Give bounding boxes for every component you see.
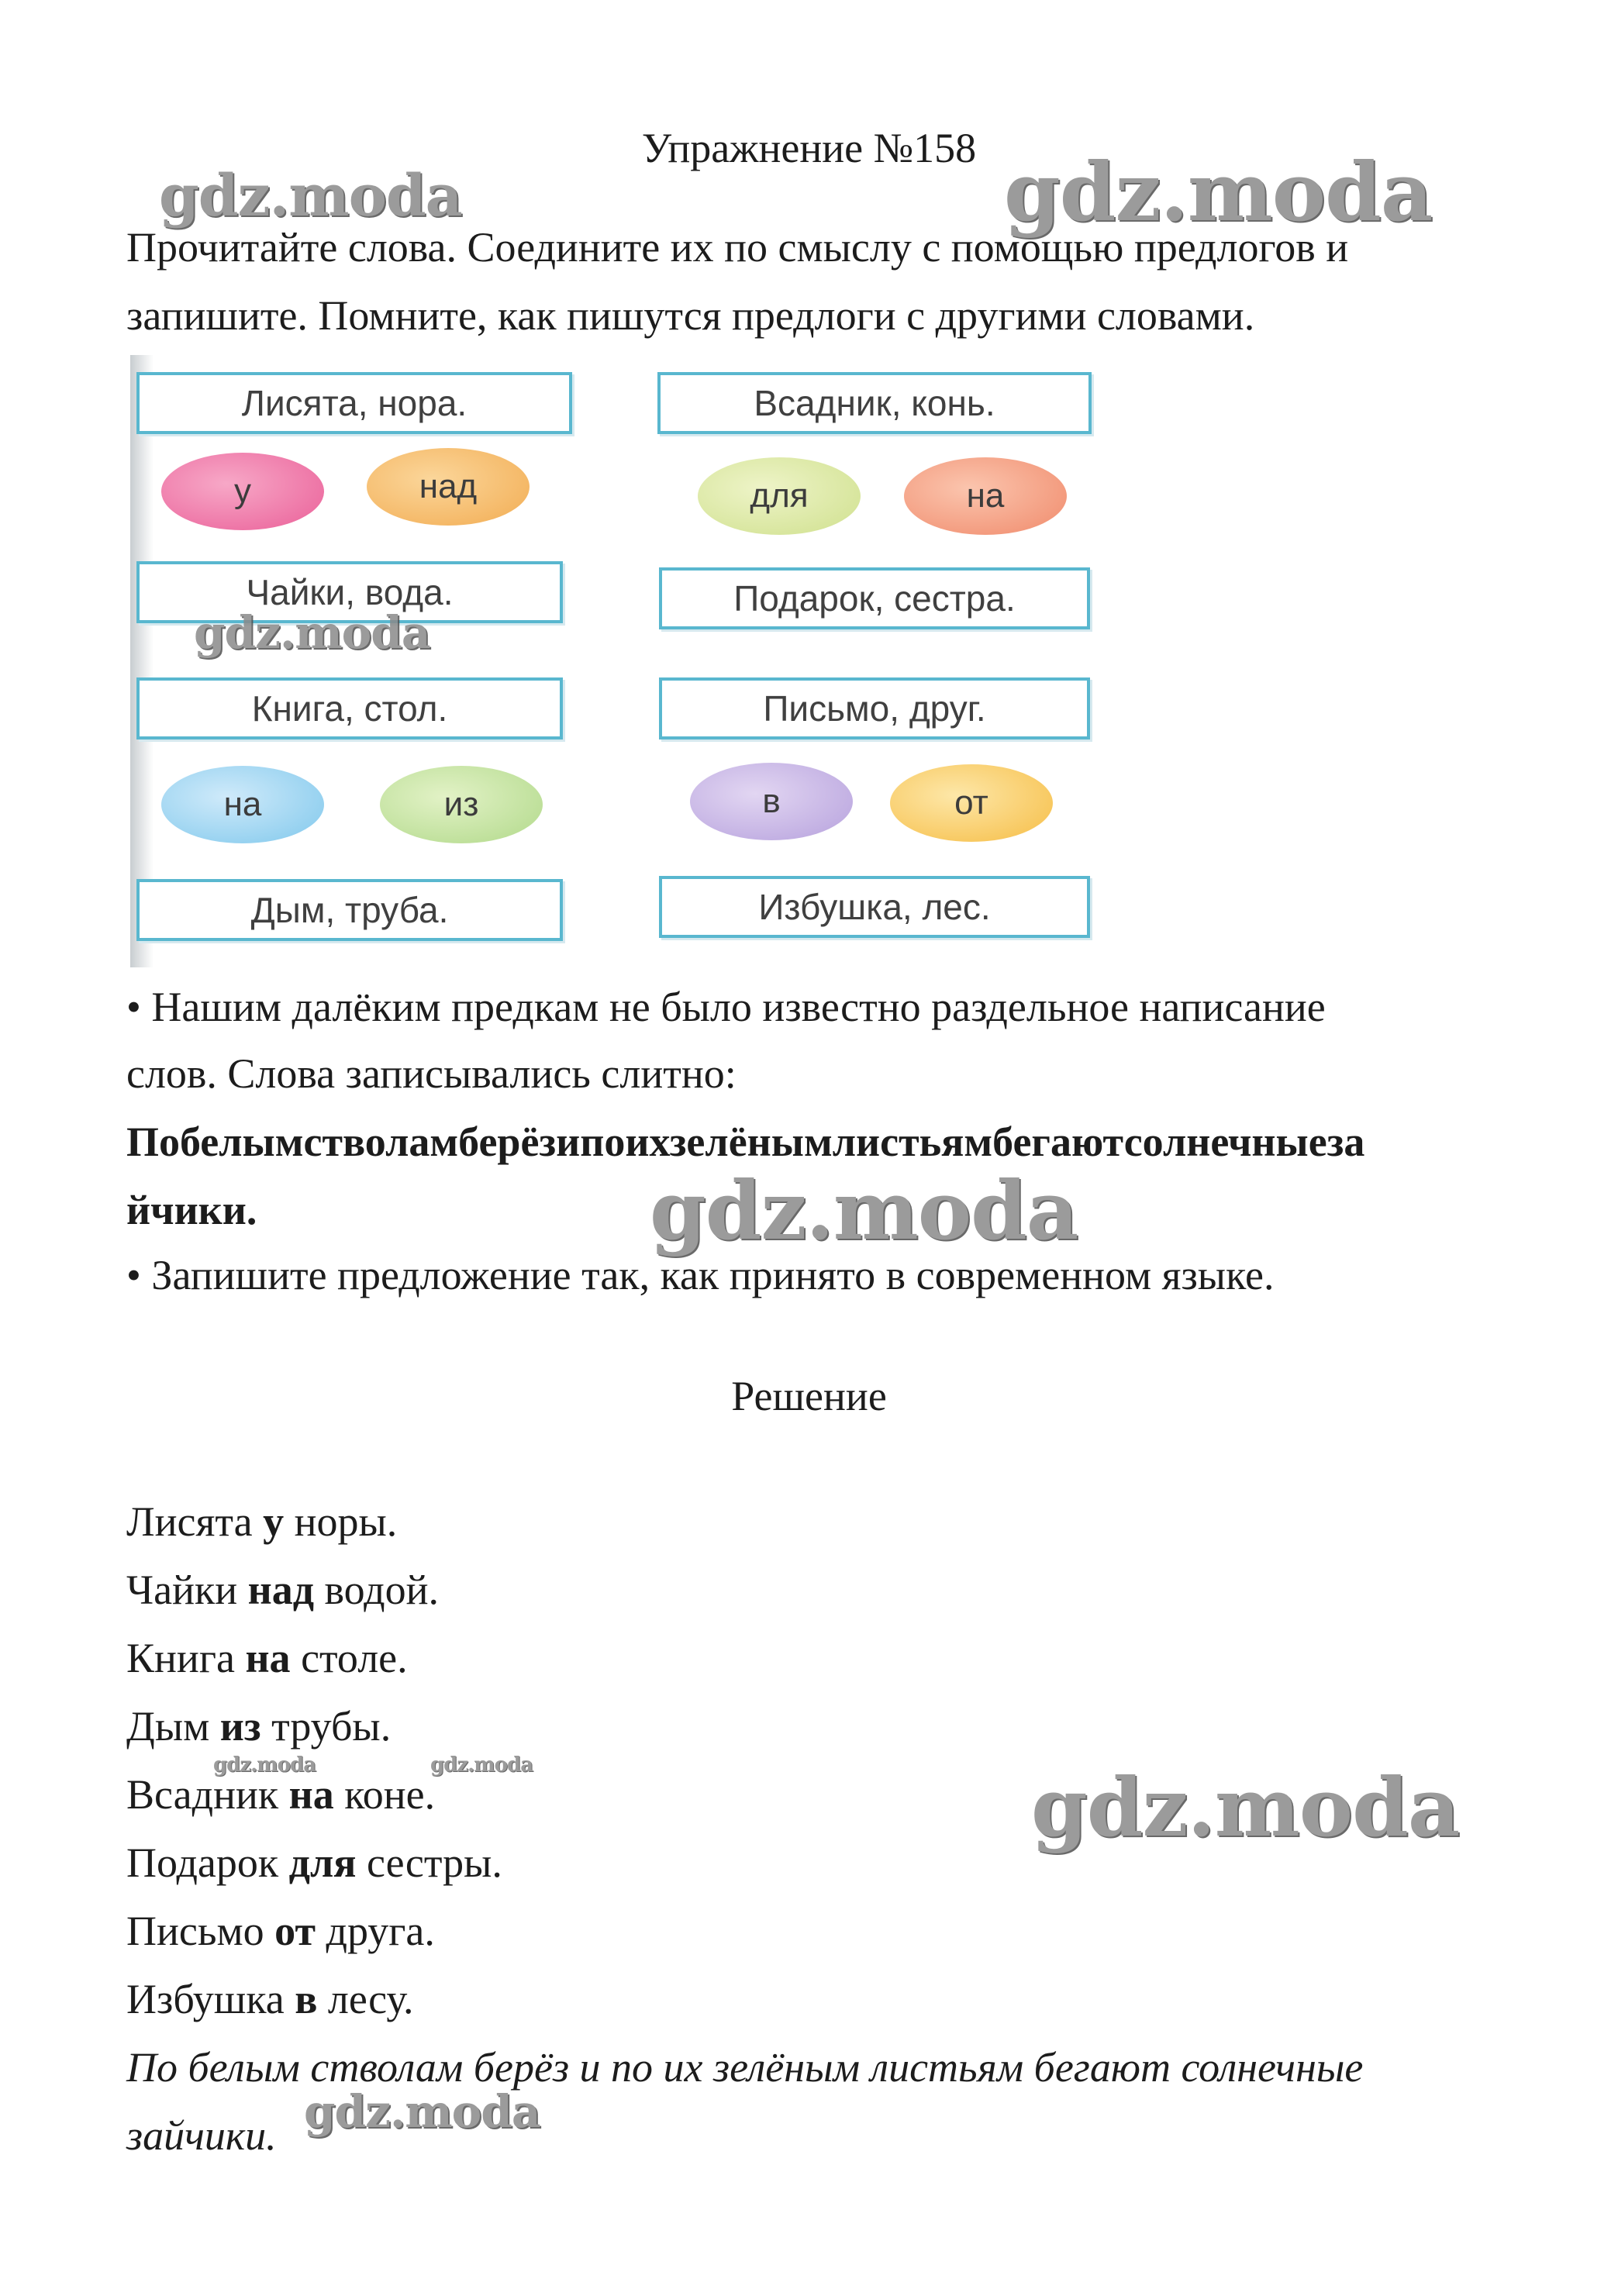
final-sentence-line-2: зайчики. <box>126 2112 277 2159</box>
answer-text: Подарок <box>126 1839 289 1886</box>
word-box-left-4: Дым, труба. <box>136 879 563 941</box>
answer-text: лесу. <box>317 1976 414 2022</box>
word-box-left-3: Книга, стол. <box>136 677 563 739</box>
answer-preposition: у <box>263 1498 285 1545</box>
watermark: gdz.moda <box>1031 1760 1460 1855</box>
answer-preposition: из <box>219 1703 261 1750</box>
answer-line-7 <box>126 1907 435 1955</box>
task-line-1: Прочитайте слова. Соедините их по смыслу с помощью предлогов и <box>126 224 1349 271</box>
answer-text: Книга <box>126 1635 246 1681</box>
answer-text: Дым <box>126 1703 220 1750</box>
answer-text: Всадник <box>126 1771 289 1818</box>
answer-text: Чайки <box>126 1567 248 1613</box>
answer-text: Лисята <box>126 1498 264 1545</box>
word-box-right-1: Всадник, конь. <box>657 372 1092 434</box>
answer-text: водой. <box>314 1567 439 1613</box>
word-box-right-3: Письмо, друг. <box>659 677 1090 739</box>
final-sentence-line-1: По белым стволам берёз и по их зелёным листьям бегают солнечные <box>126 2044 1364 2091</box>
answer-line-8 <box>126 1975 414 2023</box>
preposition-pill-left-1: у <box>161 453 324 530</box>
answer-text: норы. <box>284 1498 398 1545</box>
preposition-pill-left-3: на <box>161 766 324 843</box>
answer-line-2 <box>126 1566 439 1614</box>
preposition-pill-left-2: над <box>367 448 530 526</box>
preposition-pill-right-1: для <box>698 457 861 535</box>
word-box-left-2: Чайки, вода. <box>136 561 563 623</box>
preposition-pill-right-3: в <box>690 763 853 840</box>
answer-line-6 <box>126 1839 502 1887</box>
answer-text: трубы. <box>260 1703 392 1750</box>
word-box-right-2: Подарок, сестра. <box>659 567 1090 629</box>
preposition-pill-right-2: на <box>904 457 1067 535</box>
watermark: gdz.moda <box>213 1753 316 1777</box>
answer-text: Избушка <box>126 1976 295 2022</box>
answer-line-5 <box>126 1770 435 1819</box>
answer-text: столе. <box>290 1635 408 1681</box>
task-line-2: запишите. Помните, как пишутся предлоги с другими словами. <box>126 292 1255 339</box>
answer-line-1 <box>126 1498 397 1546</box>
answer-text: сестры. <box>356 1839 502 1886</box>
preposition-pill-left-4: из <box>380 766 543 843</box>
answer-preposition: в <box>295 1976 318 2022</box>
watermark: gdz.moda <box>159 163 462 229</box>
answer-preposition: над <box>247 1567 315 1613</box>
preposition-pill-right-4: от <box>890 764 1053 842</box>
watermark: gdz.moda <box>304 2085 540 2138</box>
word-box-left-1: Лисята, нора. <box>136 372 572 434</box>
solution-heading: Решение <box>731 1373 887 1419</box>
answer-preposition: для <box>288 1839 357 1886</box>
exercise-figure <box>130 355 1099 967</box>
word-box-right-4: Избушка, лес. <box>659 876 1090 938</box>
answer-line-4 <box>126 1702 391 1750</box>
page-title: Упражнение №158 <box>641 125 977 171</box>
watermark: gdz.moda <box>194 606 430 659</box>
joined-text-line-2: йчики. <box>126 1187 257 1233</box>
watermark: gdz.moda <box>1004 144 1433 240</box>
note-line-2: слов. Слова записывались слитно: <box>126 1050 737 1097</box>
answer-text: Письмо <box>126 1908 275 1954</box>
page-shadow <box>130 355 154 967</box>
note-line-1: • Нашим далёким предкам не было известно раздельное написание <box>126 984 1326 1030</box>
watermark: gdz.moda <box>650 1163 1078 1258</box>
answer-text: коне. <box>333 1771 436 1818</box>
answer-preposition: на <box>245 1635 291 1681</box>
watermark: gdz.moda <box>430 1753 533 1777</box>
answer-preposition: от <box>274 1908 316 1954</box>
note-line-3: • Запишите предложение так, как принято в современном языке. <box>126 1252 1275 1298</box>
joined-text-line-1: Побелымстволамберёзипоихзелёнымлистьямбегаютсолнечныеза <box>126 1119 1365 1165</box>
answer-preposition: на <box>288 1771 334 1818</box>
answer-line-3 <box>126 1634 408 1682</box>
answer-text: друга. <box>316 1908 435 1954</box>
